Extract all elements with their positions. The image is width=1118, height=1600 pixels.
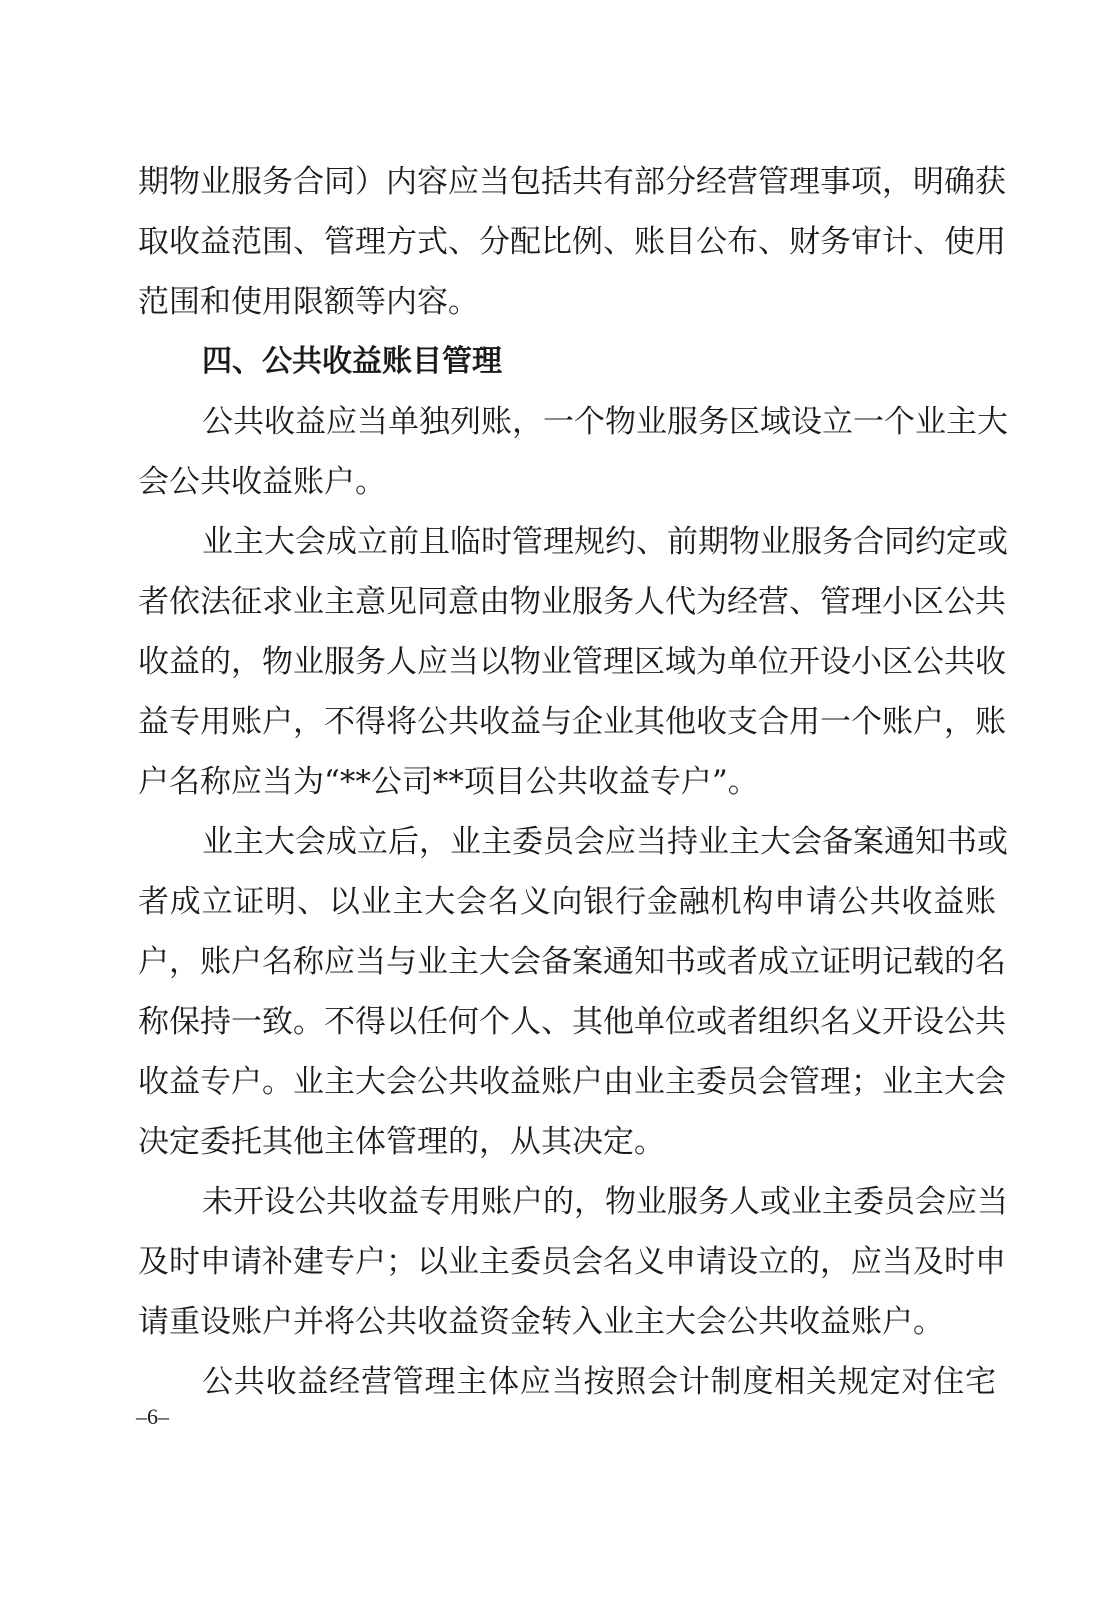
paragraph-line: 公共收益经营管理主体应当按照会计制度相关规定对住宅: [202, 1364, 996, 1400]
paragraph-line: 范围和使用限额等内容。: [138, 284, 479, 320]
paragraph-line: 请重设账户并将公共收益资金转入业主大会公共收益账户。: [138, 1304, 944, 1340]
section-heading: 四、公共收益账目管理: [202, 344, 502, 379]
paragraph-line: 者依法征求业主意见同意由物业服务人代为经营、管理小区公共: [138, 584, 1006, 620]
paragraph-line: 期物业服务合同）内容应当包括共有部分经营管理事项，明确获: [138, 164, 1006, 200]
paragraph-line: 会公共收益账户。: [138, 464, 386, 500]
paragraph-line: 收益的，物业服务人应当以物业管理区域为单位开设小区公共收: [138, 644, 1006, 680]
paragraph-line: 者成立证明、以业主大会名义向银行金融机构申请公共收益账: [138, 884, 996, 920]
paragraph-line: 益专用账户，不得将公共收益与企业其他收支合用一个账户，账: [138, 704, 1006, 740]
paragraph-line: 户名称应当为“**公司**项目公共收益专户”。: [138, 764, 759, 800]
paragraph-line: 收益专户。业主大会公共收益账户由业主委员会管理；业主大会: [138, 1064, 1006, 1100]
body-text: [138, 152, 1008, 1412]
page-number: –6–: [136, 1404, 169, 1429]
paragraph-line: 及时申请补建专户；以业主委员会名义申请设立的，应当及时申: [138, 1244, 1006, 1280]
paragraph-line: 取收益范围、管理方式、分配比例、账目公布、财务审计、使用: [138, 224, 1006, 260]
paragraph-line: 业主大会成立前且临时管理规约、前期物业服务合同约定或: [202, 524, 1008, 560]
paragraph-line: 未开设公共收益专用账户的，物业服务人或业主委员会应当: [202, 1184, 1008, 1220]
paragraph-line: 户，账户名称应当与业主大会备案通知书或者成立证明记载的名: [138, 944, 1006, 980]
paragraph-line: 称保持一致。不得以任何个人、其他单位或者组织名义开设公共: [138, 1004, 1006, 1040]
paragraph-line: 业主大会成立后，业主委员会应当持业主大会备案通知书或: [202, 824, 1008, 860]
paragraph-line: 决定委托其他主体管理的，从其决定。: [138, 1124, 665, 1160]
paragraph-line: 公共收益应当单独列账，一个物业服务区域设立一个业主大: [202, 404, 1008, 440]
